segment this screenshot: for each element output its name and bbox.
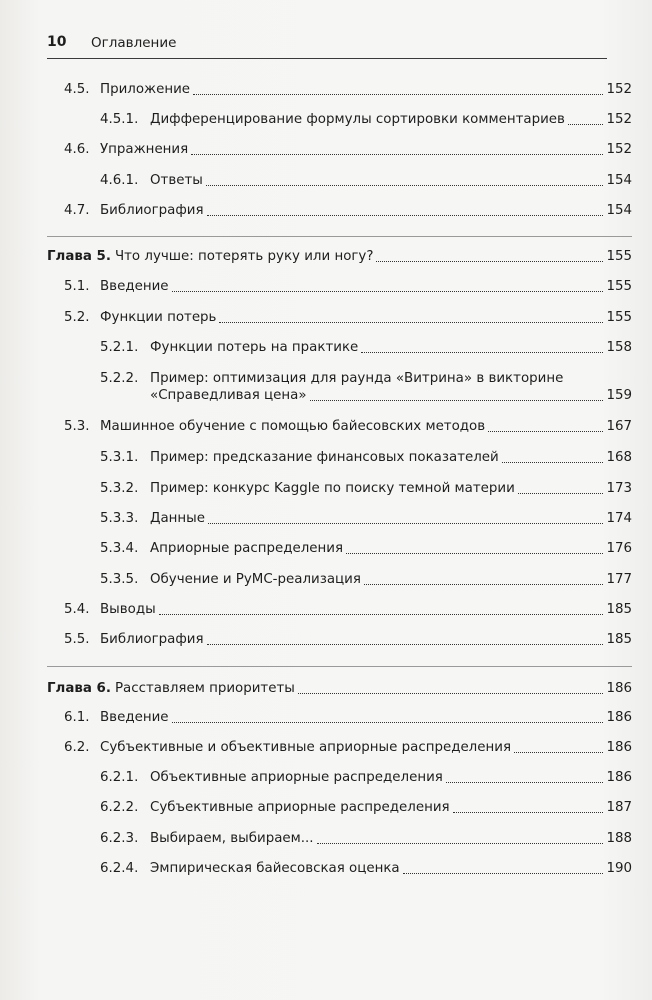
toc-title: Выбираем, выбираем... <box>150 831 314 846</box>
toc-title: Данные <box>150 511 205 526</box>
toc-title: Приложение <box>100 82 191 97</box>
toc-leader <box>310 399 604 401</box>
toc-number: 4.5.1. <box>100 112 139 127</box>
toc-leader <box>518 492 604 494</box>
toc-page: 152 <box>606 142 632 157</box>
running-title: Оглавление <box>91 35 177 51</box>
toc-page: 187 <box>606 800 632 815</box>
toc-leader <box>219 321 603 323</box>
toc-leader <box>208 522 603 524</box>
toc-entry-5-1[interactable] <box>64 278 632 296</box>
toc-entry-5-4[interactable] <box>64 601 632 619</box>
toc-title: Библиография <box>100 632 204 647</box>
toc-number: 4.6.1. <box>100 173 139 188</box>
toc-entry-5-5[interactable] <box>64 631 632 649</box>
toc-page: 186 <box>606 740 632 755</box>
toc-entry-6-2-1[interactable] <box>100 769 632 787</box>
toc-number: 6.1. <box>64 710 90 725</box>
toc-page: 176 <box>606 541 632 556</box>
toc-entry-5-2-1[interactable] <box>100 339 632 357</box>
toc-page: 186 <box>606 681 632 696</box>
toc-page: 158 <box>606 340 632 355</box>
toc-title: Пример: предсказание финансовых показателей <box>150 450 499 465</box>
section-divider <box>47 236 632 237</box>
toc-page: 185 <box>606 632 632 647</box>
toc-title: Функции потерь на практике <box>150 340 359 355</box>
toc-title: Машинное обучение с помощью байесовских методов <box>100 419 486 434</box>
toc-leader <box>376 260 603 262</box>
toc-page: 154 <box>606 173 632 188</box>
toc-number: 5.2.1. <box>100 340 139 355</box>
toc-number: 5.3. <box>64 419 90 434</box>
toc-entry-4-5[interactable] <box>64 81 632 99</box>
toc-entry-4-6-1[interactable] <box>100 172 632 190</box>
toc-entry-4-6[interactable] <box>64 141 632 159</box>
toc-number: 5.3.4. <box>100 541 139 556</box>
toc-title: Эмпирическая байесовская оценка <box>150 861 400 876</box>
toc-page: 159 <box>606 388 632 403</box>
toc-page: 185 <box>606 602 632 617</box>
toc-entry-6-2-4[interactable] <box>100 860 632 878</box>
toc-title: Обучение и PyMC-реализация <box>150 572 361 587</box>
toc-leader <box>193 93 603 95</box>
toc-title: Что лучше: потерять руку или ногу? <box>114 249 374 264</box>
toc-title: Объективные априорные распределения <box>150 770 443 785</box>
toc-number: 4.5. <box>64 82 90 97</box>
toc-page: 155 <box>606 310 632 325</box>
toc-number: 5.3.5. <box>100 572 139 587</box>
page-header <box>47 34 607 59</box>
toc-number: 5.3.2. <box>100 481 139 496</box>
toc-title: Расставляем приоритеты <box>114 681 295 696</box>
toc-title: Априорные распределения <box>150 541 344 556</box>
toc-entry-6-1[interactable] <box>64 709 632 727</box>
toc-title: Ответы <box>150 173 203 188</box>
toc-entry-5-3-3[interactable] <box>100 510 632 528</box>
toc-leader <box>361 351 603 353</box>
toc-leader <box>446 781 604 783</box>
toc-leader <box>488 430 603 432</box>
toc-number: 5.3.3. <box>100 511 139 526</box>
toc-leader <box>346 552 603 554</box>
toc-entry-5-3-1[interactable] <box>100 449 632 467</box>
toc-number: 5.4. <box>64 602 90 617</box>
toc-number: 6.2.2. <box>100 800 139 815</box>
toc-title: Дифференцирование формулы сортировки комментариев <box>150 112 565 127</box>
toc-entry-6-2-2[interactable] <box>100 799 632 817</box>
toc-chapter-5[interactable] <box>47 248 632 266</box>
toc-chapter-number: Глава 5. <box>47 249 111 264</box>
toc-page: 186 <box>606 710 632 725</box>
toc-title: Выводы <box>100 602 156 617</box>
toc-number: 6.2.1. <box>100 770 139 785</box>
toc-leader <box>502 461 604 463</box>
toc-title: Упражнения <box>100 142 189 157</box>
toc-entry-5-3[interactable] <box>64 418 632 436</box>
toc-title: Введение <box>100 710 169 725</box>
toc-page: 152 <box>606 112 632 127</box>
toc-leader <box>514 751 603 753</box>
toc-leader <box>568 123 604 125</box>
toc-page: 152 <box>606 82 632 97</box>
toc-page: 177 <box>606 572 632 587</box>
toc-title: Библиография <box>100 203 204 218</box>
toc-entry-5-3-2[interactable] <box>100 480 632 498</box>
toc-number: 4.7. <box>64 203 90 218</box>
toc-entry-5-2-2-line1[interactable] <box>100 370 632 388</box>
toc-number: 5.3.1. <box>100 450 139 465</box>
toc-entry-5-3-5[interactable] <box>100 571 632 589</box>
toc-chapter-6[interactable] <box>47 680 632 698</box>
toc-entry-6-2[interactable] <box>64 739 632 757</box>
toc-leader <box>159 613 604 615</box>
toc-number: 6.2. <box>64 740 90 755</box>
toc-leader <box>206 184 604 186</box>
toc-number: 6.2.4. <box>100 861 139 876</box>
toc-title-line2: «Справедливая цена» <box>150 388 307 403</box>
toc-number: 5.2. <box>64 310 90 325</box>
toc-page: 155 <box>606 279 632 294</box>
toc-leader <box>207 214 604 216</box>
toc-page: 186 <box>606 770 632 785</box>
toc-leader <box>207 643 604 645</box>
toc-number: 5.2.2. <box>100 371 139 386</box>
toc-leader <box>403 872 604 874</box>
toc-leader <box>364 583 604 585</box>
toc-leader <box>298 692 604 694</box>
toc-title: Субъективные априорные распределения <box>150 800 450 815</box>
toc-title: Функции потерь <box>100 310 217 325</box>
toc-number: 5.1. <box>64 279 90 294</box>
section-divider <box>47 666 632 667</box>
toc-leader <box>191 153 603 155</box>
toc-leader <box>317 842 604 844</box>
toc-entry-4-5-1[interactable] <box>100 111 632 129</box>
toc-title: Пример: конкурс Kaggle по поиску темной материи <box>150 481 515 496</box>
toc-entry-4-7[interactable] <box>64 202 632 220</box>
toc-page: 154 <box>606 203 632 218</box>
toc-chapter-number: Глава 6. <box>47 681 111 696</box>
toc-title-line1: Пример: оптимизация для раунда «Витрина» в викторине <box>150 371 564 386</box>
toc-entry-6-2-3[interactable] <box>100 830 632 848</box>
toc-page: 167 <box>606 419 632 434</box>
toc-page: 168 <box>606 450 632 465</box>
toc-title: Введение <box>100 279 169 294</box>
toc-leader <box>453 811 604 813</box>
toc-page: 190 <box>606 861 632 876</box>
toc-page: 173 <box>606 481 632 496</box>
toc-leader <box>172 290 604 292</box>
toc-entry-5-2[interactable] <box>64 309 632 327</box>
toc-page: 155 <box>606 249 632 264</box>
toc-title: Субъективные и объективные априорные распределения <box>100 740 511 755</box>
toc-entry-5-3-4[interactable] <box>100 540 632 558</box>
toc-page: 174 <box>606 511 632 526</box>
toc-number: 6.2.3. <box>100 831 139 846</box>
toc-number: 5.5. <box>64 632 90 647</box>
toc-entry-5-2-2-line2[interactable] <box>150 387 632 405</box>
toc-leader <box>172 721 604 723</box>
page-number: 10 <box>47 34 67 50</box>
toc-page: 188 <box>606 831 632 846</box>
toc-number: 4.6. <box>64 142 90 157</box>
